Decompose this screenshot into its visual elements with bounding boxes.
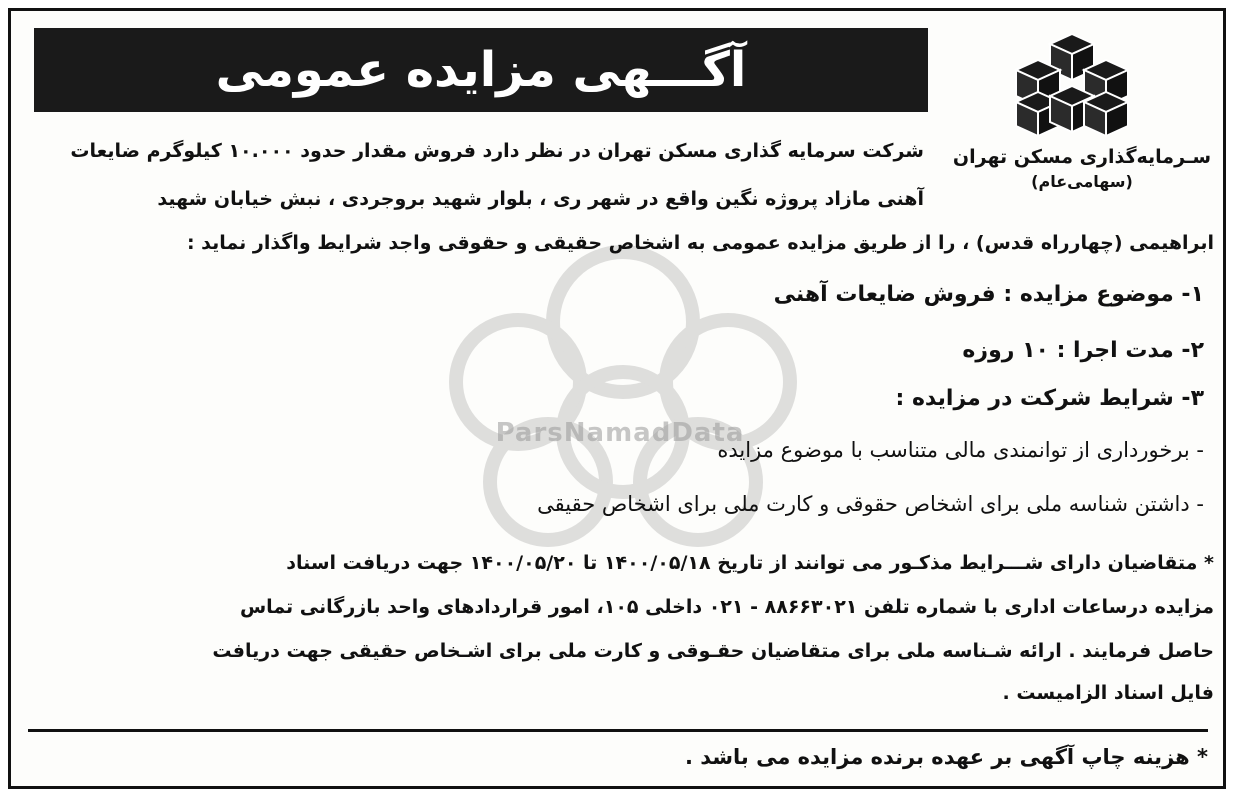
paragraph-line-4: فایل اسناد الزامیست . bbox=[1002, 682, 1214, 704]
intro-line-2: آهنی مازاد پروژه نگین واقع در شهر ری ، بلوار شهید بروجردی ، نبش خیابان شهید bbox=[157, 188, 924, 210]
footer-divider bbox=[28, 729, 1208, 732]
paragraph-line-1: * متقاضیان دارای شـــرایط مذکـور می توانند از تاریخ ۱۴۰۰/۰۵/۱۸ تا ۱۴۰۰/۰۵/۲۰ جهت دریافت اسناد bbox=[286, 552, 1214, 574]
company-logo-type: (سهامی‌عام) bbox=[1031, 172, 1133, 191]
footer-note: * هزینه چاپ آگهی بر عهده برنده مزایده می باشد . bbox=[684, 745, 1208, 769]
watermark-text: ParsNamadData bbox=[495, 418, 745, 448]
title-bar bbox=[34, 28, 928, 112]
item-duration: ۲- مدت اجرا : ۱۰ روزه bbox=[962, 338, 1204, 363]
paragraph-line-2: مزایده درساعات اداری با شماره تلفن ۸۸۶۶۳۰۲۱ - ۰۲۱ داخلی ۱۰۵، امور قراردادهای واحد بازرگانی تماس bbox=[239, 596, 1214, 618]
item-conditions-heading: ۳- شرایط شرکت در مزایده : bbox=[895, 386, 1204, 411]
condition-national-id: - داشتن شناسه ملی برای اشخاص حقوقی و کارت ملی برای اشخاص حقیقی bbox=[537, 492, 1204, 516]
intro-line-3: ابراهیمی (چهارراه قدس) ، را از طریق مزایده عمومی به اشخاص حقیقی و حقوقی واجد شرایط واگذار نماید : bbox=[186, 232, 1214, 254]
intro-line-1: شرکت سرمایه گذاری مسکن تهران در نظر دارد فروش مقدار حدود ۱۰.۰۰۰ کیلوگرم ضایعات bbox=[70, 140, 924, 162]
item-subject: ۱- موضوع مزایده : فروش ضایعات آهنی bbox=[773, 282, 1204, 307]
condition-financial: - برخورداری از توانمندی مالی متناسب با موضوع مزایده bbox=[717, 438, 1204, 462]
company-logo-name: سـرمایه‌گذاری مسکن تهران bbox=[952, 146, 1212, 168]
paragraph-line-3: حاصل فرمایند . ارائه شـناسه ملی برای متقاضیان حقـوقی و کارت ملی برای اشـخاص حقیقی جهت دریافت bbox=[212, 640, 1214, 662]
notice-title: آگـــهی مزایده عمومی bbox=[215, 42, 747, 98]
